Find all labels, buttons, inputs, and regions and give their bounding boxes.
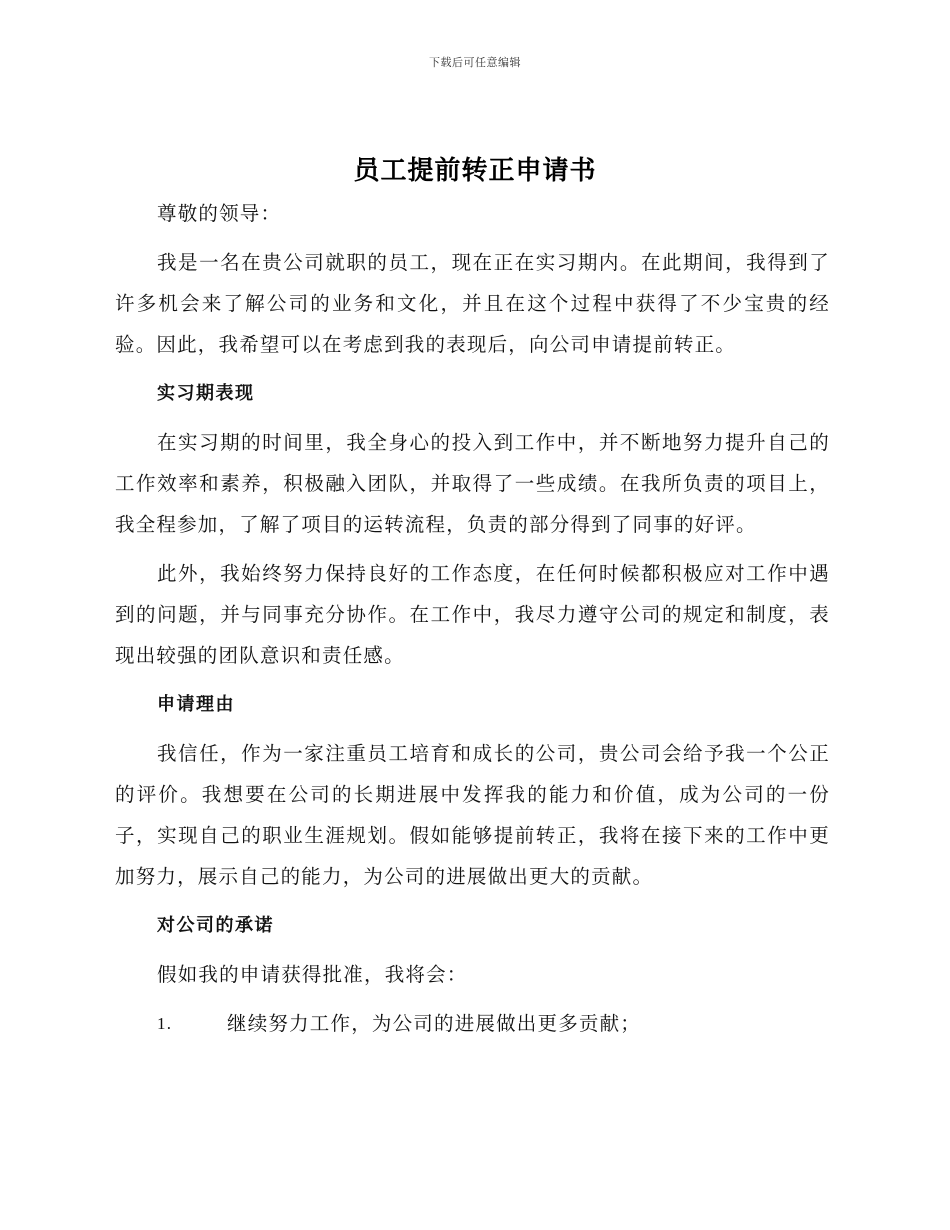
list-item-number: 1. [157,1014,173,1033]
list-item [115,1003,830,1044]
list-item-text: 继续努力工作，为公司的进展做出更多贡献； [227,1012,642,1035]
document-title: 员工提前转正申请书 [353,156,597,186]
section-heading-reason: 申请理由 [157,694,235,715]
header-note: 下载后可任意编辑 [429,56,521,69]
section-heading-performance: 实习期表现 [157,383,255,404]
performance-paragraph-2: 此外，我始终努力保持良好的工作态度，在任何时候都积极应对工作中遇到的问题，并与同事充分协作。在工作中，我尽力遵守公司的规定和制度，表现出较强的团队意识和责任感。 [115,562,830,667]
salutation: 尊敬的领导： [157,202,282,225]
intro-paragraph: 我是一名在贵公司就职的员工，现在正在实习期内。在此期间，我得到了许多机会来了解公司的业务和文化，并且在这个过程中获得了不少宝贵的经验。因此，我希望可以在考虑到我的表现后，向公司申请提前转正。 [115,251,830,356]
performance-paragraph-1: 在实习期的时间里，我全身心的投入到工作中，并不断地努力提升自己的工作效率和素养，积极融入团队，并取得了一些成绩。在我所负责的项目上，我全程参加，了解了项目的运转流程，负责的部分得到了同事的好评。 [115,431,830,536]
commitment-intro: 假如我的申请获得批准，我将会： [157,963,468,986]
document-body [115,193,830,1044]
reason-paragraph: 我信任，作为一家注重员工培育和成长的公司，贵公司会给予我一个公正的评价。我想要在公司的长期进展中发挥我的能力和价值，成为公司的一份子，实现自己的职业生涯规划。假如能够提前转正，我将在接下来的工作中更加努力，展示自己的能力，为公司的进展做出更大的贡献。 [115,742,830,888]
section-heading-commitment: 对公司的承诺 [157,915,274,936]
